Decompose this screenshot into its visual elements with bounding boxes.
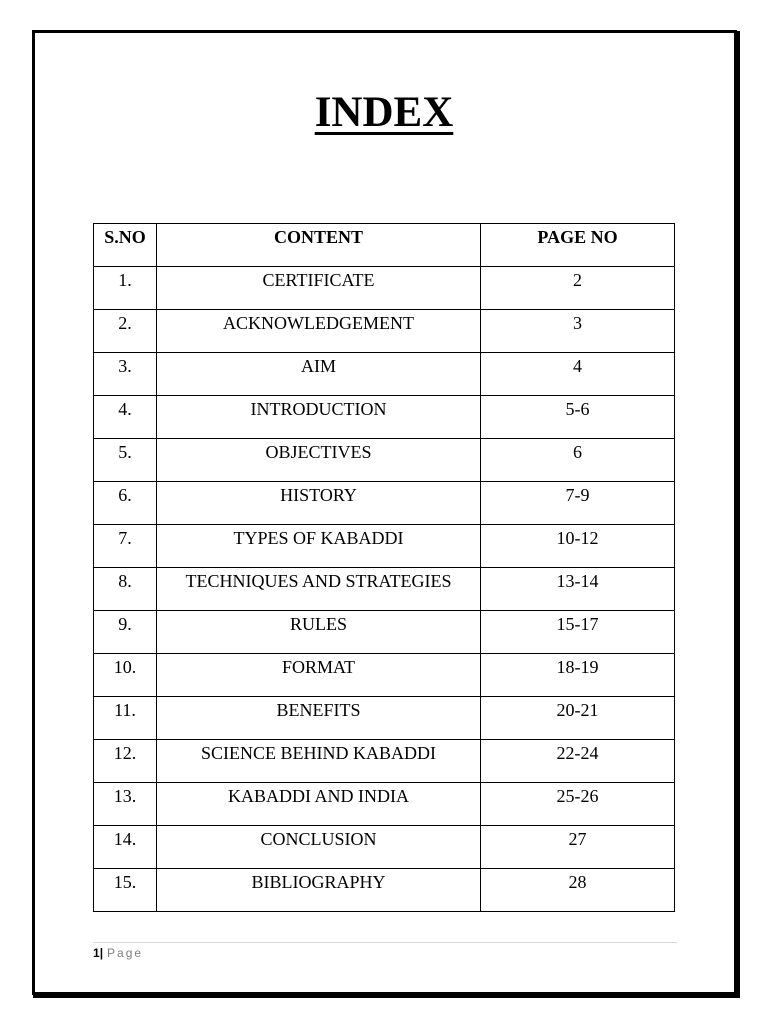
table-row — [94, 310, 675, 353]
cell-page-no: 27 — [481, 826, 675, 869]
cell-content: TECHNIQUES AND STRATEGIES — [157, 568, 481, 611]
header-content: CONTENT — [157, 224, 481, 267]
table-row — [94, 267, 675, 310]
cell-content: AIM — [157, 353, 481, 396]
table-header-row — [94, 224, 675, 267]
cell-sno: 15. — [94, 869, 157, 912]
cell-page-no: 13-14 — [481, 568, 675, 611]
cell-content: OBJECTIVES — [157, 439, 481, 482]
cell-content: BIBLIOGRAPHY — [157, 869, 481, 912]
cell-sno: 3. — [94, 353, 157, 396]
cell-content: FORMAT — [157, 654, 481, 697]
cell-page-no: 4 — [481, 353, 675, 396]
table-row — [94, 869, 675, 912]
cell-sno: 10. — [94, 654, 157, 697]
cell-page-no: 6 — [481, 439, 675, 482]
cell-sno: 8. — [94, 568, 157, 611]
cell-page-no: 5-6 — [481, 396, 675, 439]
cell-content: HISTORY — [157, 482, 481, 525]
table-row — [94, 439, 675, 482]
cell-page-no: 7-9 — [481, 482, 675, 525]
footer-separator: | — [99, 946, 104, 960]
footer-page-number: 1 — [93, 946, 100, 960]
cell-sno: 6. — [94, 482, 157, 525]
cell-content: SCIENCE BEHIND KABADDI — [157, 740, 481, 783]
cell-sno: 7. — [94, 525, 157, 568]
cell-page-no: 28 — [481, 869, 675, 912]
cell-sno: 5. — [94, 439, 157, 482]
cell-content: KABADDI AND INDIA — [157, 783, 481, 826]
table-row — [94, 654, 675, 697]
table-row — [94, 783, 675, 826]
cell-page-no: 20-21 — [481, 697, 675, 740]
cell-content: CERTIFICATE — [157, 267, 481, 310]
footer-divider — [93, 942, 677, 943]
table-row — [94, 396, 675, 439]
cell-page-no: 22-24 — [481, 740, 675, 783]
cell-sno: 1. — [94, 267, 157, 310]
cell-content: ACKNOWLEDGEMENT — [157, 310, 481, 353]
table-row — [94, 525, 675, 568]
cell-content: INTRODUCTION — [157, 396, 481, 439]
page-footer — [93, 945, 143, 961]
cell-sno: 9. — [94, 611, 157, 654]
page-title-text: INDEX — [314, 89, 454, 136]
cell-content: BENEFITS — [157, 697, 481, 740]
header-page-no: PAGE NO — [481, 224, 675, 267]
cell-page-no: 10-12 — [481, 525, 675, 568]
table-row — [94, 611, 675, 654]
cell-sno: 14. — [94, 826, 157, 869]
cell-page-no: 3 — [481, 310, 675, 353]
table-row — [94, 740, 675, 783]
cell-page-no: 18-19 — [481, 654, 675, 697]
cell-sno: 11. — [94, 697, 157, 740]
index-table — [93, 223, 675, 912]
cell-content: RULES — [157, 611, 481, 654]
cell-content: TYPES OF KABADDI — [157, 525, 481, 568]
cell-sno: 12. — [94, 740, 157, 783]
cell-content: CONCLUSION — [157, 826, 481, 869]
page-title — [0, 88, 768, 138]
cell-page-no: 2 — [481, 267, 675, 310]
table-row — [94, 482, 675, 525]
table-row — [94, 826, 675, 869]
table-row — [94, 353, 675, 396]
cell-sno: 2. — [94, 310, 157, 353]
table-row — [94, 568, 675, 611]
table-row — [94, 697, 675, 740]
header-sno: S.NO — [94, 224, 157, 267]
cell-sno: 13. — [94, 783, 157, 826]
cell-sno: 4. — [94, 396, 157, 439]
footer-page-label: Page — [107, 946, 144, 960]
cell-page-no: 25-26 — [481, 783, 675, 826]
cell-page-no: 15-17 — [481, 611, 675, 654]
